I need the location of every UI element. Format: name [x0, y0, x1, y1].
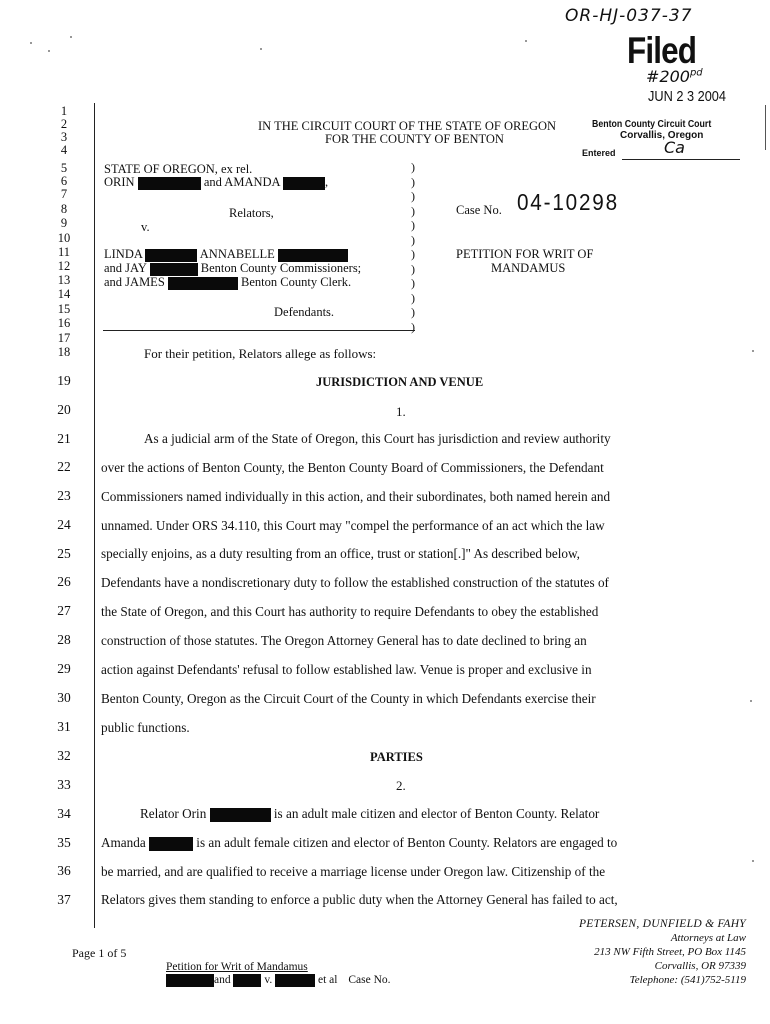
stamp-court-name: Benton County Circuit Court: [592, 119, 712, 130]
filed-stamp: Filed: [627, 30, 697, 71]
line-number: 24: [57, 517, 71, 532]
body-line: Commissioners named individually in this action, and their subordinates, both named herein and: [101, 489, 611, 504]
footer-and: and: [214, 974, 231, 987]
scan-speck: [752, 350, 754, 352]
line-number: 6: [60, 174, 68, 188]
footer-case-no: Case No.: [348, 974, 391, 987]
line-number: 30: [57, 690, 71, 705]
case-number: 04-10298: [517, 189, 619, 215]
entered-label: Entered: [582, 148, 616, 158]
entered-line: [622, 159, 740, 160]
body-line: the State of Oregon, and this Court has authority to require Defendants to obey the established: [101, 604, 599, 619]
footer-etal: et al: [318, 974, 338, 987]
body-line: [101, 835, 617, 851]
body-line: specially enjoins, as a duty resulting from an office, trust or station[.]" As described below,: [101, 546, 580, 561]
paragraph-number-2: 2.: [396, 778, 406, 793]
firm-address: 213 NW Fifth Street, PO Box 1145: [594, 946, 746, 958]
paragraph-number-1: 1.: [396, 404, 406, 419]
line-number: 17: [57, 331, 71, 345]
redaction-bar: [138, 177, 201, 190]
relator-orin: ORIN: [104, 175, 135, 189]
redaction-bar: [149, 837, 193, 851]
body-line: As a judicial arm of the State of Oregon, this Court has jurisdiction and review authority: [144, 431, 611, 446]
case-number-label: Case No.: [456, 203, 502, 217]
footer-doc-title: Petition for Writ of Mandamus: [166, 961, 308, 973]
line-number: 19: [57, 373, 71, 388]
intro-text: For their petition, Relators allege as follows:: [144, 346, 377, 361]
body-line-text: is an adult male citizen and elector of Benton County. Relator: [273, 806, 600, 821]
handwritten-reference: OR-HJ-037-37: [565, 6, 693, 26]
scan-speck: [48, 50, 50, 52]
redaction-bar: [278, 249, 348, 262]
scan-speck: [752, 860, 754, 862]
body-line: Defendants have a nondiscretionary duty to follow the established construction of the statutes of: [101, 575, 609, 590]
line-number: 37: [57, 892, 71, 907]
relators-comma: ,: [324, 175, 329, 189]
line-number: 18: [57, 345, 71, 359]
versus: v.: [141, 220, 150, 234]
line-number: 9: [60, 216, 68, 230]
body-line: be married, and are qualified to receive a marriage license under Oregon law. Citizenship of the: [101, 864, 606, 879]
court-name-line2: FOR THE COUNTY OF BENTON: [325, 132, 504, 146]
line-number: 22: [57, 459, 71, 474]
scan-speck: [525, 40, 527, 42]
defendant-jay: and JAY: [104, 261, 147, 275]
footer-v: v.: [264, 974, 273, 987]
petition-title-2: MANDAMUS: [491, 261, 566, 275]
filing-fee: [646, 67, 703, 86]
body-line: Relators gives them standing to enforce a public duty when the Attorney General has failed to act,: [101, 892, 618, 907]
defendant-line-2: [104, 261, 361, 276]
scan-speck: [260, 48, 262, 50]
line-number: 7: [60, 187, 68, 201]
relators-names: [104, 175, 328, 190]
scan-speck: [30, 42, 32, 44]
line-number: 16: [57, 316, 71, 330]
redaction-bar: [233, 974, 261, 987]
line-number: 33: [57, 777, 71, 792]
filed-date: JUN 2 3 2004: [648, 88, 726, 105]
line-number: 21: [57, 431, 71, 446]
line-number: 1: [60, 104, 68, 118]
body-line: construction of those statutes. The Oregon Attorney General has to date declined to bring an: [101, 633, 587, 648]
body-line: unnamed. Under ORS 34.110, this Court may "compel the performance of an act which the law: [101, 518, 605, 533]
relator-amanda: and AMANDA: [203, 175, 280, 189]
body-line: Benton County, Oregon as the Circuit Court of the County in which Defendants exercise their: [101, 691, 596, 706]
body-line: action against Defendants' refusal to follow established law. Venue is proper and exclusive in: [101, 662, 592, 677]
redaction-bar: [168, 277, 238, 290]
relator-orin-ref: Relator Orin: [140, 806, 207, 821]
defendant-annabelle: ANNABELLE: [199, 247, 275, 261]
footer-case-line: [166, 974, 391, 987]
body-line: [140, 806, 599, 822]
redaction-bar: [150, 263, 198, 276]
defendant-linda: LINDA: [104, 247, 143, 261]
redaction-bar: [210, 808, 271, 822]
entered-initials: Ca: [664, 138, 685, 157]
line-number: 28: [57, 632, 71, 647]
relators-label: Relators,: [229, 206, 274, 220]
line-number: 13: [57, 273, 71, 287]
line-number: 35: [57, 835, 71, 850]
line-number: 5: [60, 161, 68, 175]
filing-fee-amount: #200: [646, 67, 690, 86]
defendants-label: Defendants.: [274, 305, 335, 319]
caption-bracket: ) ) ) ) ) ) ) ) ) ) ) ): [411, 160, 415, 334]
body-line: over the actions of Benton County, the Benton County Board of Commissioners, the Defendant: [101, 460, 604, 475]
redaction-bar: [166, 974, 214, 987]
line-number: 10: [57, 231, 71, 245]
clerk-title: Benton County Clerk.: [241, 275, 352, 289]
line-number: 31: [57, 719, 71, 734]
line-number: 15: [57, 302, 71, 316]
stamp-city: Corvallis, Oregon: [620, 130, 704, 141]
left-margin-rule: [94, 103, 95, 928]
line-number: 36: [57, 863, 71, 878]
commissioners-title: Benton County Commissioners;: [200, 261, 362, 275]
line-number: 23: [57, 488, 71, 503]
line-number: 34: [57, 806, 71, 821]
caption-bottom-rule: [103, 330, 415, 331]
line-number: 3: [60, 130, 68, 144]
scan-speck: [70, 36, 72, 38]
line-number: 4: [60, 143, 68, 157]
redaction-bar: [283, 177, 325, 190]
page-number: Page 1 of 5: [72, 946, 127, 960]
defendant-line-3: [104, 275, 351, 290]
firm-city: Corvallis, OR 97339: [654, 960, 746, 972]
line-number: 25: [57, 546, 71, 561]
line-number: 14: [57, 287, 71, 301]
defendant-james: and JAMES: [104, 275, 165, 289]
body-line-text: is an adult female citizen and elector of Benton County. Relators are engaged to: [196, 835, 618, 850]
firm-phone: Telephone: (541)752-5119: [629, 974, 746, 986]
right-margin-rule: [765, 105, 766, 150]
line-number: 32: [57, 748, 71, 763]
line-number: 11: [57, 245, 71, 259]
filing-fee-note: pd: [689, 67, 703, 79]
body-line: public functions.: [101, 720, 190, 735]
line-number: 2: [60, 117, 68, 131]
line-number: 26: [57, 574, 71, 589]
court-name-line1: IN THE CIRCUIT COURT OF THE STATE OF OREGON: [258, 119, 557, 133]
scan-speck: [750, 700, 752, 702]
section-heading-parties: PARTIES: [370, 750, 423, 764]
relator-amanda-ref: Amanda: [101, 835, 146, 850]
section-heading-jurisdiction: JURISDICTION AND VENUE: [316, 375, 484, 389]
redaction-bar: [145, 249, 197, 262]
line-number: 29: [57, 661, 71, 676]
line-number: 20: [57, 402, 71, 417]
firm-subtitle: Attorneys at Law: [670, 932, 746, 944]
firm-name: PETERSEN, DUNFIELD & FAHY: [578, 918, 746, 930]
plaintiff-line: STATE OF OREGON, ex rel.: [104, 162, 253, 176]
petition-title-1: PETITION FOR WRIT OF: [456, 247, 594, 261]
line-number: 12: [57, 259, 71, 273]
redaction-bar: [275, 974, 315, 987]
defendant-line-1: [104, 247, 348, 262]
line-number: 8: [60, 202, 68, 216]
line-number: 27: [57, 603, 71, 618]
